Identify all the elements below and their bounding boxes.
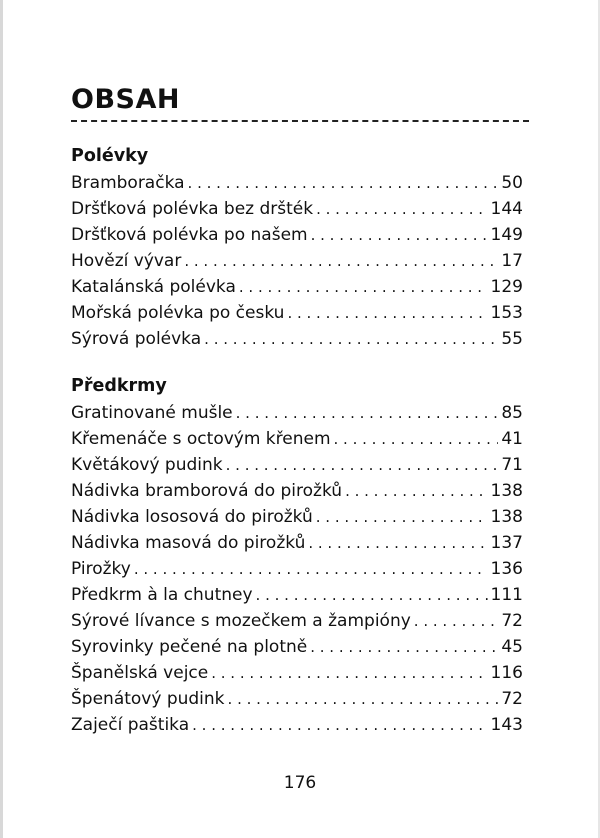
entry-title: Hovězí vývar xyxy=(71,251,182,271)
dot-leader xyxy=(188,170,499,196)
dot-leader xyxy=(134,556,488,582)
entry-page-number: 111 xyxy=(490,585,523,605)
dot-leader xyxy=(345,478,487,504)
entry-title: Syrovinky pečené na plotně xyxy=(71,637,308,657)
dot-leader xyxy=(204,326,498,352)
dot-leader xyxy=(334,426,499,452)
entry-page-number: 137 xyxy=(490,533,523,553)
dot-leader xyxy=(308,530,487,556)
dot-leader xyxy=(310,634,498,660)
entry-list xyxy=(71,400,523,738)
dot-leader xyxy=(256,582,488,608)
entry-page-number: 116 xyxy=(490,663,523,683)
toc-entry[interactable] xyxy=(71,660,523,686)
toc-entry[interactable] xyxy=(71,504,523,530)
toc-entry[interactable] xyxy=(71,326,523,352)
entry-page-number: 144 xyxy=(490,199,523,219)
entry-page-number: 41 xyxy=(501,429,523,449)
toc-entry[interactable] xyxy=(71,608,523,634)
entry-title: Španělská vejce xyxy=(71,663,209,683)
page-edge-left xyxy=(0,0,3,838)
dot-leader xyxy=(316,196,487,222)
entry-title: Špenátový pudink xyxy=(71,689,225,709)
dot-leader xyxy=(192,712,487,738)
entry-title: Křemenáče s octovým křenem xyxy=(71,429,331,449)
entry-page-number: 45 xyxy=(501,637,523,657)
section-title: Polévky xyxy=(71,146,149,166)
entry-page-number: 129 xyxy=(490,277,523,297)
toc-entry[interactable] xyxy=(71,222,523,248)
entry-page-number: 153 xyxy=(490,303,523,323)
entry-title: Nádivka masová do pirožků xyxy=(71,533,306,553)
page-number: 176 xyxy=(283,773,317,793)
toc-entry[interactable] xyxy=(71,426,523,452)
toc-entry[interactable] xyxy=(71,452,523,478)
entry-page-number: 149 xyxy=(490,225,523,245)
toc-entry[interactable] xyxy=(71,634,523,660)
toc-entry[interactable] xyxy=(71,712,523,738)
section-polevky xyxy=(71,142,523,352)
section-title: Předkrmy xyxy=(71,376,167,396)
entry-title: Sýrová polévka xyxy=(71,329,202,349)
dot-leader xyxy=(239,274,488,300)
dot-leader xyxy=(184,248,498,274)
entry-list xyxy=(71,170,523,352)
entry-title: Bramboračka xyxy=(71,173,185,193)
entry-page-number: 50 xyxy=(501,173,523,193)
entry-page-number: 72 xyxy=(501,689,523,709)
entry-page-number: 138 xyxy=(490,507,523,527)
toc-entry[interactable] xyxy=(71,478,523,504)
dot-leader xyxy=(311,222,488,248)
entry-title: Pirožky xyxy=(71,559,131,579)
entry-title: Katalánská polévka xyxy=(71,277,236,297)
toc-entry[interactable] xyxy=(71,170,523,196)
entry-title: Dršťková polévka bez dršték xyxy=(71,199,314,219)
toc-entry[interactable] xyxy=(71,248,523,274)
entry-page-number: 143 xyxy=(490,715,523,735)
toc-entry[interactable] xyxy=(71,196,523,222)
toc-entry[interactable] xyxy=(71,530,523,556)
entry-page-number: 136 xyxy=(490,559,523,579)
section-predkrmy xyxy=(71,372,523,738)
heading-dashed-rule xyxy=(71,120,529,122)
entry-title: Nádivka lososová do pirožků xyxy=(71,507,313,527)
entry-page-number: 72 xyxy=(501,611,523,631)
toc-entry[interactable] xyxy=(71,686,523,712)
entry-title: Nádivka bramborová do pirožků xyxy=(71,481,343,501)
toc-entry[interactable] xyxy=(71,274,523,300)
entry-title: Zaječí paštika xyxy=(71,715,190,735)
dot-leader xyxy=(211,660,487,686)
dot-leader xyxy=(414,608,499,634)
dot-leader xyxy=(316,504,488,530)
entry-page-number: 17 xyxy=(501,251,523,271)
toc-entry[interactable] xyxy=(71,400,523,426)
toc-entry[interactable] xyxy=(71,556,523,582)
entry-page-number: 85 xyxy=(501,403,523,423)
entry-title: Květákový pudink xyxy=(71,455,223,475)
toc-entry[interactable] xyxy=(71,300,523,326)
dot-leader xyxy=(228,686,499,712)
entry-page-number: 55 xyxy=(501,329,523,349)
page-heading: OBSAH xyxy=(71,84,180,115)
entry-title: Předkrm à la chutney xyxy=(71,585,253,605)
entry-page-number: 71 xyxy=(501,455,523,475)
entry-page-number: 138 xyxy=(490,481,523,501)
entry-title: Dršťková polévka po našem xyxy=(71,225,308,245)
dot-leader xyxy=(226,452,499,478)
entry-title: Sýrové lívance s mozečkem a žampióny xyxy=(71,611,411,631)
toc-entry[interactable] xyxy=(71,582,523,608)
dot-leader xyxy=(236,400,499,426)
entry-title: Gratinované mušle xyxy=(71,403,233,423)
entry-title: Mořská polévka po česku xyxy=(71,303,285,323)
dot-leader xyxy=(287,300,487,326)
